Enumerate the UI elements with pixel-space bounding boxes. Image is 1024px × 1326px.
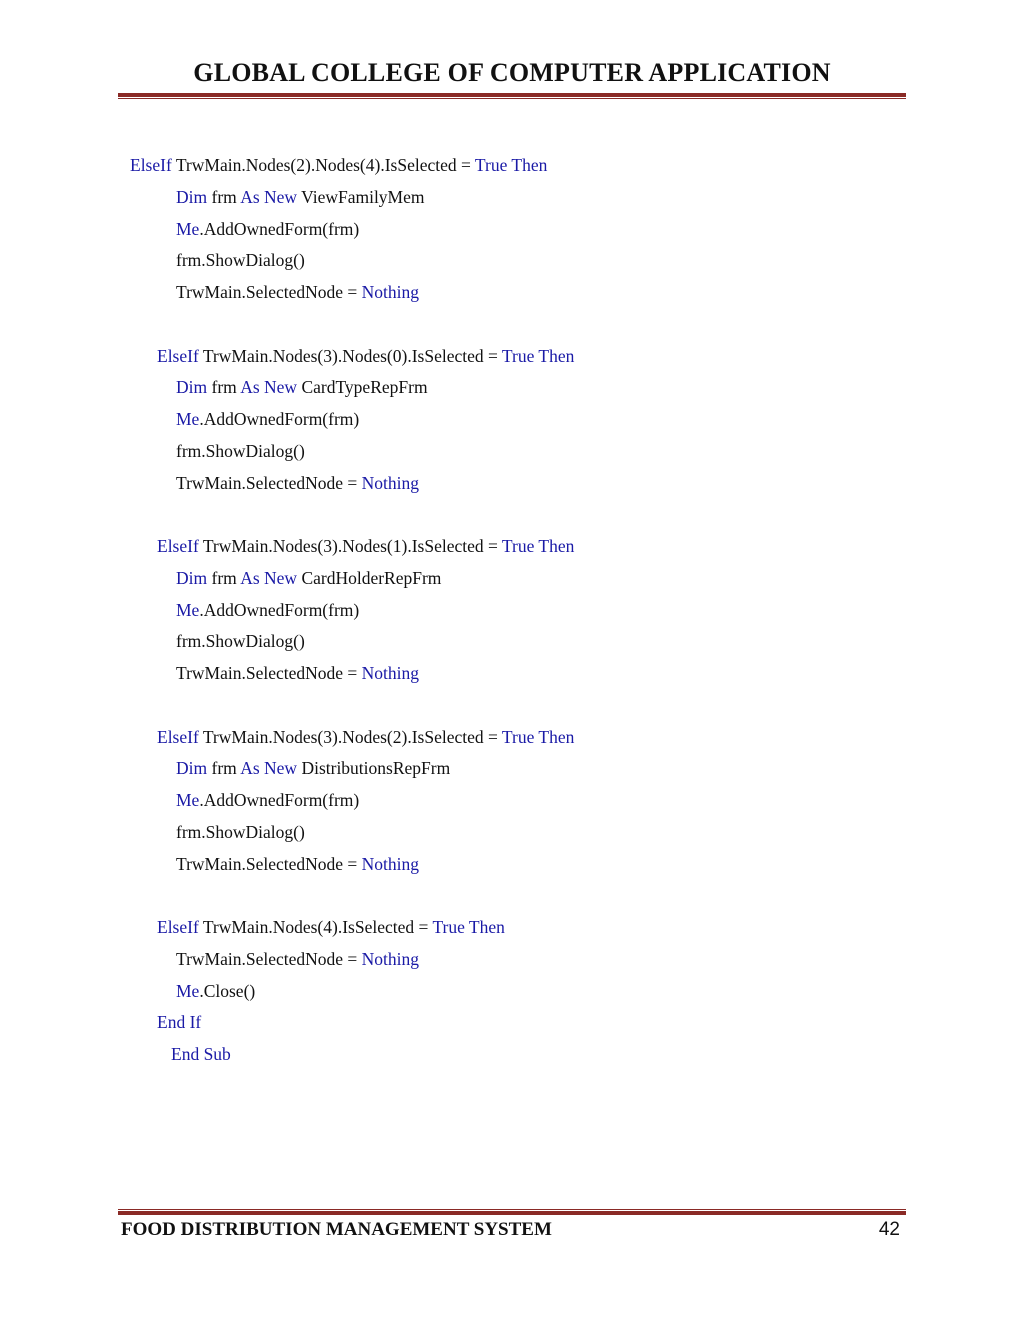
code-keyword: ElseIf — [157, 726, 199, 747]
code-text: frm — [207, 567, 241, 588]
code-line — [176, 785, 359, 815]
code-text: frm.ShowDialog() — [176, 440, 305, 461]
code-keyword: Then — [538, 726, 575, 747]
code-keyword: True — [501, 345, 535, 366]
code-line — [176, 182, 425, 212]
code-keyword: New — [264, 377, 298, 398]
code-keyword: True — [501, 536, 535, 556]
code-line — [157, 531, 574, 561]
code-text: TrwMain.Nodes(4).IsSelected = — [198, 917, 433, 937]
code-line — [176, 849, 419, 879]
code-keyword: ElseIf — [130, 155, 172, 175]
header-rule — [118, 93, 906, 99]
code-line — [157, 1007, 201, 1037]
code-keyword: True — [474, 155, 508, 175]
code-line — [176, 372, 428, 402]
code-keyword: End If — [157, 1012, 202, 1033]
code-keyword: True — [501, 726, 535, 747]
code-keyword: Nothing — [361, 663, 420, 683]
code-text: frm.ShowDialog() — [176, 631, 305, 652]
code-keyword: ElseIf — [157, 536, 199, 556]
code-text: .Close() — [199, 980, 256, 1001]
code-keyword: ElseIf — [157, 917, 199, 937]
code-text: .AddOwnedForm(frm) — [199, 599, 360, 620]
code-text: CardHolderRepFrm — [297, 567, 442, 588]
code-line — [176, 626, 305, 656]
footer-rule — [118, 1209, 906, 1215]
code-line — [171, 1039, 231, 1069]
code-keyword: Dim — [176, 186, 208, 207]
code-keyword: Then — [538, 536, 575, 556]
code-text: TrwMain.Nodes(3).Nodes(0).IsSelected = — [198, 345, 502, 366]
code-text: TrwMain.SelectedNode = — [176, 663, 362, 683]
code-text: .AddOwnedForm(frm) — [199, 409, 360, 429]
code-keyword: ElseIf — [157, 345, 199, 366]
code-text: frm — [207, 186, 241, 207]
code-text: frm — [207, 377, 241, 398]
code-line — [176, 214, 359, 244]
code-line — [176, 944, 419, 974]
code-keyword: True — [432, 917, 465, 937]
code-keyword: New — [264, 186, 298, 207]
code-line — [130, 150, 547, 180]
code-keyword: End Sub — [171, 1044, 231, 1064]
code-text: frm.ShowDialog() — [176, 250, 305, 271]
code-line — [176, 563, 441, 593]
code-keyword: Nothing — [361, 472, 420, 493]
code-keyword: Me — [176, 790, 200, 810]
code-line — [176, 753, 450, 783]
code-text: ViewFamilyMem — [297, 186, 425, 207]
code-line — [176, 976, 255, 1006]
code-keyword: Then — [538, 345, 575, 366]
code-text: TrwMain.SelectedNode = — [176, 948, 362, 969]
code-text: TrwMain.Nodes(3).Nodes(2).IsSelected = — [198, 726, 502, 747]
code-line — [157, 341, 574, 371]
code-keyword: Dim — [176, 377, 208, 398]
code-line — [157, 912, 505, 942]
code-keyword: Me — [176, 218, 200, 239]
code-keyword: Me — [176, 409, 200, 429]
code-keyword: Then — [468, 917, 505, 937]
code-text: .AddOwnedForm(frm) — [199, 218, 360, 239]
code-keyword: Nothing — [361, 948, 420, 969]
code-line — [176, 468, 419, 498]
code-keyword: As — [240, 758, 260, 779]
footer-title: FOOD DISTRIBUTION MANAGEMENT SYSTEM — [121, 1219, 552, 1240]
code-keyword: New — [264, 567, 298, 588]
code-keyword: Me — [176, 599, 200, 620]
code-line — [176, 658, 419, 688]
code-text: frm — [207, 758, 241, 779]
code-keyword: Dim — [176, 758, 208, 779]
code-text: TrwMain.Nodes(3).Nodes(1).IsSelected = — [198, 536, 502, 556]
code-line — [176, 595, 359, 625]
code-text: TrwMain.Nodes(2).Nodes(4).IsSelected = — [171, 155, 475, 175]
code-keyword: As — [240, 186, 260, 207]
code-text: .AddOwnedForm(frm) — [199, 790, 360, 810]
page-header-title: GLOBAL COLLEGE OF COMPUTER APPLICATION — [193, 58, 831, 87]
code-line — [176, 404, 359, 434]
code-keyword: Nothing — [361, 853, 420, 874]
code-keyword: As — [240, 567, 260, 588]
code-line — [176, 245, 305, 275]
code-line — [176, 277, 419, 307]
code-keyword: Then — [511, 155, 548, 175]
code-keyword: Me — [176, 980, 200, 1001]
code-text: DistributionsRepFrm — [297, 758, 451, 779]
code-keyword: As — [240, 377, 260, 398]
code-text: TrwMain.SelectedNode = — [176, 472, 362, 493]
code-line — [157, 722, 574, 752]
code-keyword: New — [264, 758, 298, 779]
page-number: 42 — [878, 1219, 900, 1240]
code-line — [176, 817, 305, 847]
code-text: CardTypeRepFrm — [297, 377, 428, 398]
code-keyword: Nothing — [361, 282, 420, 302]
code-keyword: Dim — [176, 567, 208, 588]
code-text: TrwMain.SelectedNode = — [176, 853, 362, 874]
code-text: frm.ShowDialog() — [176, 821, 305, 842]
code-line — [176, 436, 305, 466]
code-text: TrwMain.SelectedNode = — [176, 282, 362, 302]
